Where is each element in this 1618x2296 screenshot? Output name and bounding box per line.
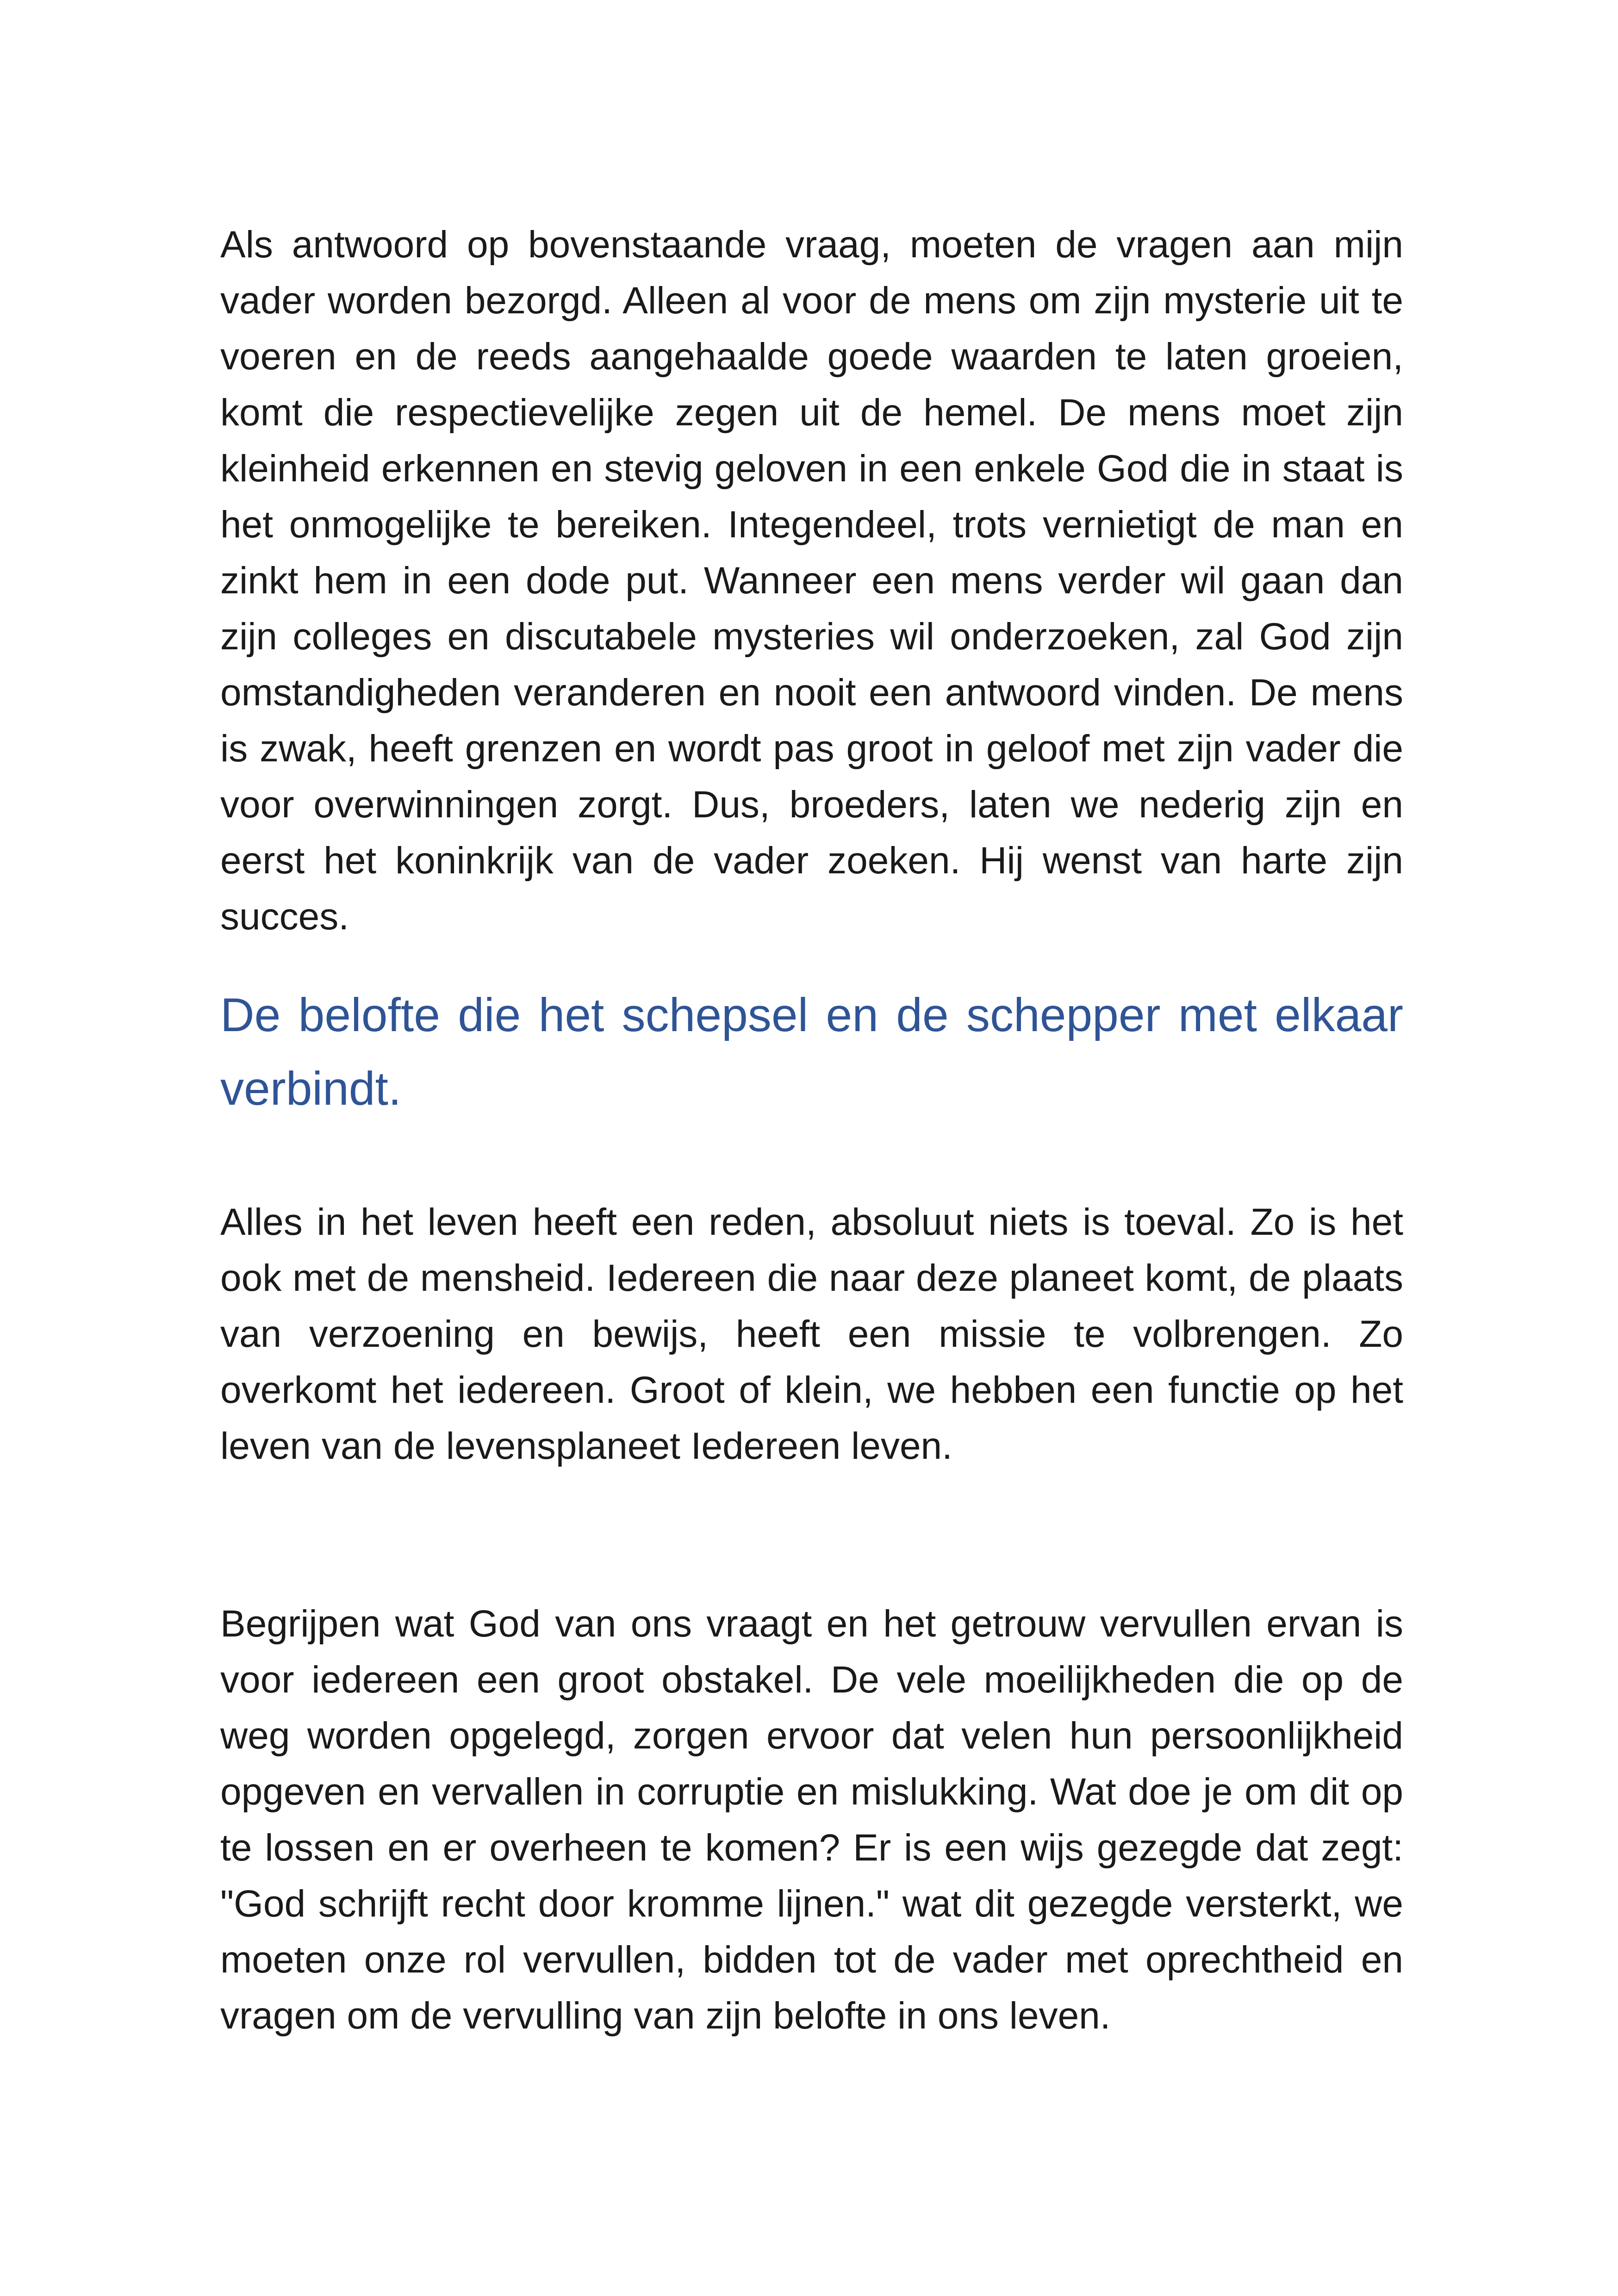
body-paragraph: Als antwoord op bovenstaande vraag, moeten de vragen aan mijn vader worden bezorgd. Alleen al voor de mens om zijn mysterie uit te voeren en de reeds aangehaalde goede waarden te laten groeien, komt die respectievelijke zegen uit de hemel. De mens moet zijn kleinheid erkennen en stevig geloven in een enkele God die in staat is het onmogelijke te bereiken. Integendeel, trots vernietigt de man en zinkt hem in een dode put. Wanneer een mens verder wil gaan dan zijn colleges en discutabele mysteries wil onderzoeken, zal God zijn omstandigheden veranderen en nooit een antwoord vinden. De mens is zwak, heeft grenzen en wordt pas groot in geloof met zijn vader die voor overwinningen zorgt. Dus, broeders, laten we nederig zijn en eerst het koninkrijk van de vader zoeken. Hij wenst van harte zijn succes. (220, 224, 1403, 938)
body-paragraph: Alles in het leven heeft een reden, absoluut niets is toeval. Zo is het ook met de mensheid. Iedereen die naar deze planeet komt, de plaats van verzoening en bewijs, heeft een missie te volbrengen. Zo overkomt het iedereen. Groot of klein, we hebben een functie op het leven van de levensplaneet Iedereen leven. (220, 1201, 1403, 1467)
body-paragraph: Begrijpen wat God van ons vraagt en het getrouw vervullen ervan is voor iedereen een groot obstakel. De vele moeilijkheden die op de weg worden opgelegd, zorgen ervoor dat velen hun persoonlijkheid opgeven en vervallen in corruptie en mislukking. Wat doe je om dit op te lossen en er overheen te komen? Er is een wijs gezegde dat zegt: "God schrijft recht door kromme lijnen." wat dit gezegde versterkt, we moeten onze rol vervullen, bidden tot de vader met oprechtheid en vragen om de vervulling van zijn belofte in ons leven. (220, 1603, 1403, 2037)
section-heading: De belofte die het schepsel en de schepper met elkaar verbindt. (220, 989, 1403, 1115)
